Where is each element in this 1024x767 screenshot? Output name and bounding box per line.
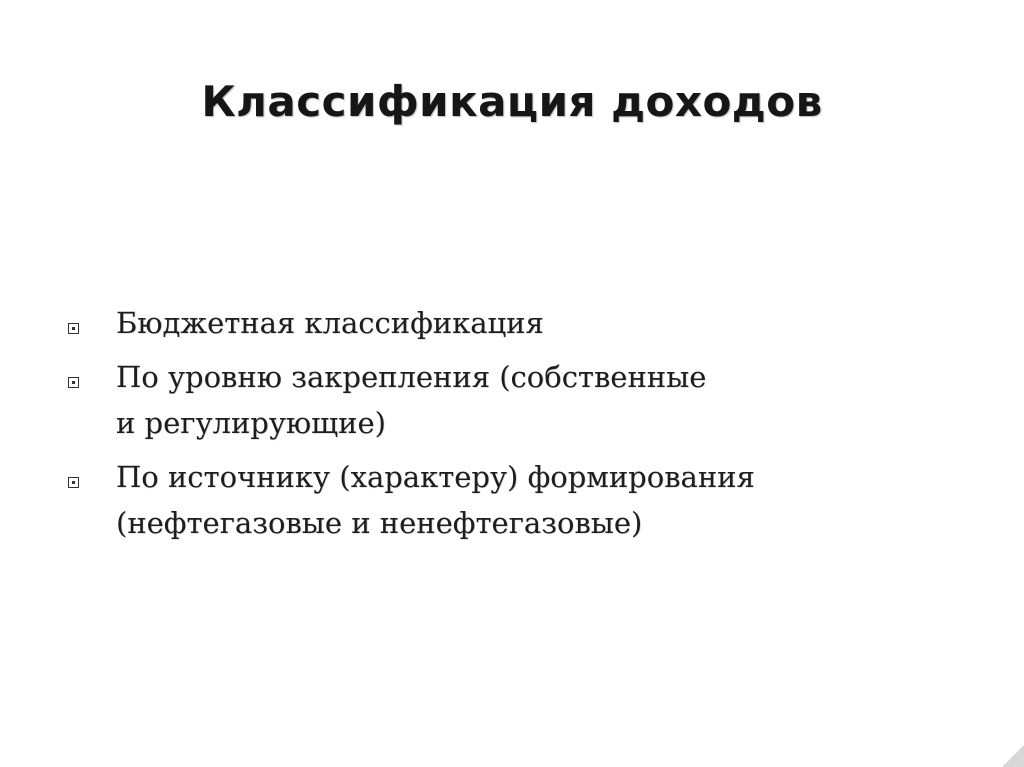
square-bullet-icon xyxy=(68,477,79,488)
square-bullet-icon xyxy=(68,377,79,388)
list-item xyxy=(68,354,968,446)
list-item-text: Бюджетная классификация xyxy=(116,306,544,340)
list-item xyxy=(68,300,968,346)
page-corner-decoration xyxy=(1002,745,1024,767)
square-bullet-icon xyxy=(68,323,79,334)
list-item-text: По источнику (характеру) формирования xyxy=(116,460,755,494)
list-item xyxy=(68,454,968,546)
list-item-text-continued: и регулирующие) xyxy=(116,406,386,440)
list-item-text: По уровню закрепления (собственные xyxy=(116,360,707,394)
bullet-list xyxy=(68,300,968,554)
slide-title: Классификация доходов xyxy=(201,77,823,126)
list-item-text-continued: (нефтегазовые и ненефтегазовые) xyxy=(116,506,643,540)
